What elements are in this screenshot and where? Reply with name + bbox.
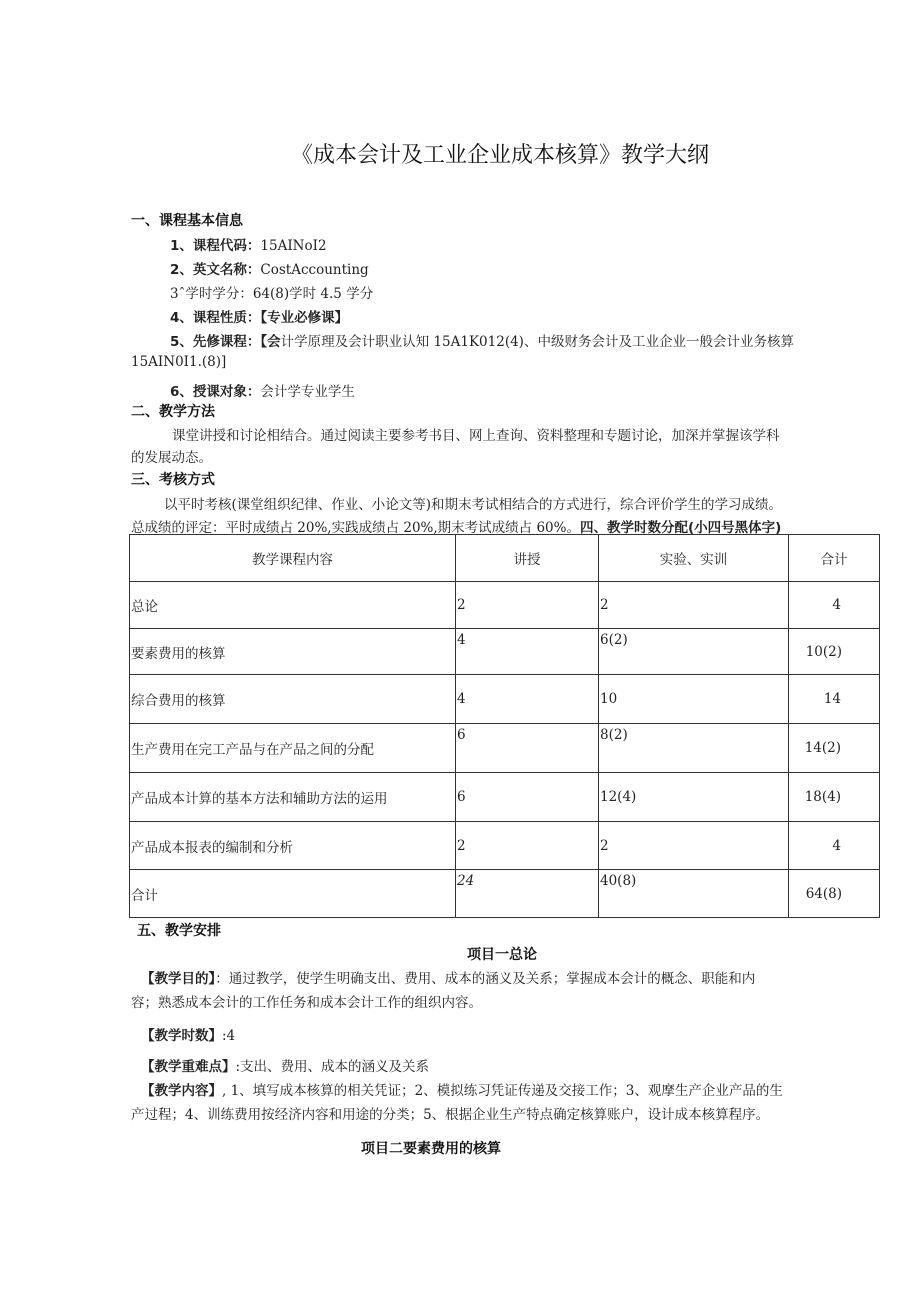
row-lecture: 2: [456, 822, 599, 870]
row-content: 总论: [130, 582, 456, 629]
table-row: [130, 822, 880, 870]
english-name-label: 2、英文名称：: [170, 262, 261, 278]
row-content: 生产费用在完工产品与在产品之间的分配: [130, 724, 456, 773]
course-nature-label: 4、课程性质：: [170, 310, 261, 326]
target-students-value: 会计学专业学生: [260, 384, 355, 400]
row-total: 18(4): [789, 773, 880, 822]
row-lecture: 24: [456, 870, 599, 918]
teaching-hours-line: [141, 1024, 235, 1044]
key-points-label: 【教学重难点】: [141, 1059, 236, 1075]
teaching-method-text-2: 的发展动态。: [131, 450, 212, 466]
teaching-goal-text: ：通过教学，使学生明确支出、费用、成本的涵义及关系；掌握成本会计的概念、职能和内: [215, 971, 756, 987]
project-2-title: 项目二要素费用的核算: [361, 1141, 501, 1157]
project-1-title: 项目一总论: [467, 947, 537, 963]
header-lecture: 讲授: [456, 535, 599, 582]
assessment-text-1: 以平时考核(课堂组织纪律、作业、小论文等)和期末考试相结合的方式进行，综合评价学生的学习成绩。: [164, 497, 783, 513]
section-basic-info-heading: 一、课程基本信息: [131, 213, 243, 229]
row-lecture: 6: [456, 773, 599, 822]
prerequisite-line-2: 15AIN0I1.(8)]: [131, 354, 227, 370]
teaching-goal-line-2: 容；熟悉成本会计的工作任务和成本会计工作的组织内容。: [131, 995, 482, 1011]
header-content: 教学课程内容: [130, 535, 456, 582]
table-row: [130, 724, 880, 773]
row-lab: 8(2): [599, 724, 789, 773]
row-lab: 12(4): [599, 773, 789, 822]
prerequisite-bracket: 【会: [260, 334, 281, 350]
page-title: 《成本会计及工业企业成本核算》教学大纲: [290, 143, 709, 168]
table-row: [130, 773, 880, 822]
table-row: [130, 582, 880, 629]
row-lab: 40(8): [599, 870, 789, 918]
teaching-content-text: , 1、填写成本核算的相关凭证；2、模拟练习凭证传递及交接工作；3、观摩生产企业产品的生: [222, 1083, 783, 1099]
key-points-text: :支出、费用、成本的涵义及关系: [235, 1059, 430, 1075]
table-header-row: [130, 535, 880, 582]
row-total: 10(2): [789, 629, 880, 675]
section-schedule-heading: 五、教学安排: [137, 923, 221, 939]
course-code-label: 1、课程代码：: [170, 238, 261, 254]
row-total: 4: [789, 582, 880, 629]
teaching-hours-table: [129, 534, 880, 918]
row-lecture: 4: [456, 675, 599, 724]
english-name-line: [170, 258, 369, 278]
target-students-line: [170, 380, 355, 400]
section-teaching-method-heading: 二、教学方法: [131, 404, 215, 420]
row-content: 综合费用的核算: [130, 675, 456, 724]
row-content: 产品成本计算的基本方法和辅助方法的运用: [130, 773, 456, 822]
teaching-content-line-1: [141, 1079, 783, 1099]
section-assessment-heading: 三、考核方式: [131, 472, 215, 488]
hours-credits-line: 3ˆ学时学分：64(8)学时 4.5 学分: [170, 286, 374, 302]
assessment-weights: 总成绩的评定：平时成绩占 20%,实践成绩占 20%,期末考试成绩占 60%。: [131, 520, 580, 536]
target-students-label: 6、授课对象：: [170, 384, 261, 400]
english-name-value: CostAccounting: [260, 262, 369, 278]
teaching-content-line-2: 产过程；4、训练费用按经济内容和用途的分类；5、根据企业生产特点确定核算账户，设计成本核算程序。: [131, 1107, 770, 1123]
table-row: [130, 675, 880, 724]
row-total: 64(8): [789, 870, 880, 918]
prerequisite-label: 5、先修课程：: [170, 334, 261, 350]
row-lecture: 2: [456, 582, 599, 629]
teaching-hours-label: 【教学时数】: [141, 1028, 222, 1044]
row-lecture: 6: [456, 724, 599, 773]
prerequisite-value: 计学原理及会计职业认知 15A1K012(4)、中级财务会计及工业企业一般会计业务核算: [280, 334, 794, 350]
course-code-line: [170, 234, 327, 254]
row-total: 14(2): [789, 724, 880, 773]
teaching-method-text-1: 课堂讲授和讨论相结合。通过阅读主要参考书目、网上查询、资料整理和专题讨论，加深并掌握该学科: [172, 428, 780, 444]
table-row: [130, 629, 880, 675]
key-points-line: [141, 1055, 429, 1075]
teaching-content-label: 【教学内容】: [141, 1083, 222, 1099]
course-code-value: 15AINoI2: [260, 238, 327, 254]
teaching-hours-value: :4: [222, 1028, 236, 1044]
assessment-text-2: [131, 516, 781, 536]
row-content: 产品成本报表的编制和分析: [130, 822, 456, 870]
table-total-row: [130, 870, 880, 918]
section-hours-distribution-heading: 四、教学时数分配(小四号黑体字): [579, 520, 782, 536]
header-lab: 实验、实训: [599, 535, 789, 582]
row-total: 14: [789, 675, 880, 724]
row-lecture: 4: [456, 629, 599, 675]
row-lab: 10: [599, 675, 789, 724]
row-content: 合计: [130, 870, 456, 918]
row-lab: 2: [599, 582, 789, 629]
row-total: 4: [789, 822, 880, 870]
row-lab: 6(2): [599, 629, 789, 675]
teaching-goal-label: 【教学目的】: [141, 971, 216, 987]
header-total: 合计: [789, 535, 880, 582]
course-nature-value: 【专业必修课】: [260, 310, 349, 326]
teaching-goal-line-1: [141, 967, 755, 987]
row-content: 要素费用的核算: [130, 629, 456, 675]
row-lab: 2: [599, 822, 789, 870]
prerequisite-line: [170, 330, 794, 350]
course-nature-line: [170, 306, 348, 326]
